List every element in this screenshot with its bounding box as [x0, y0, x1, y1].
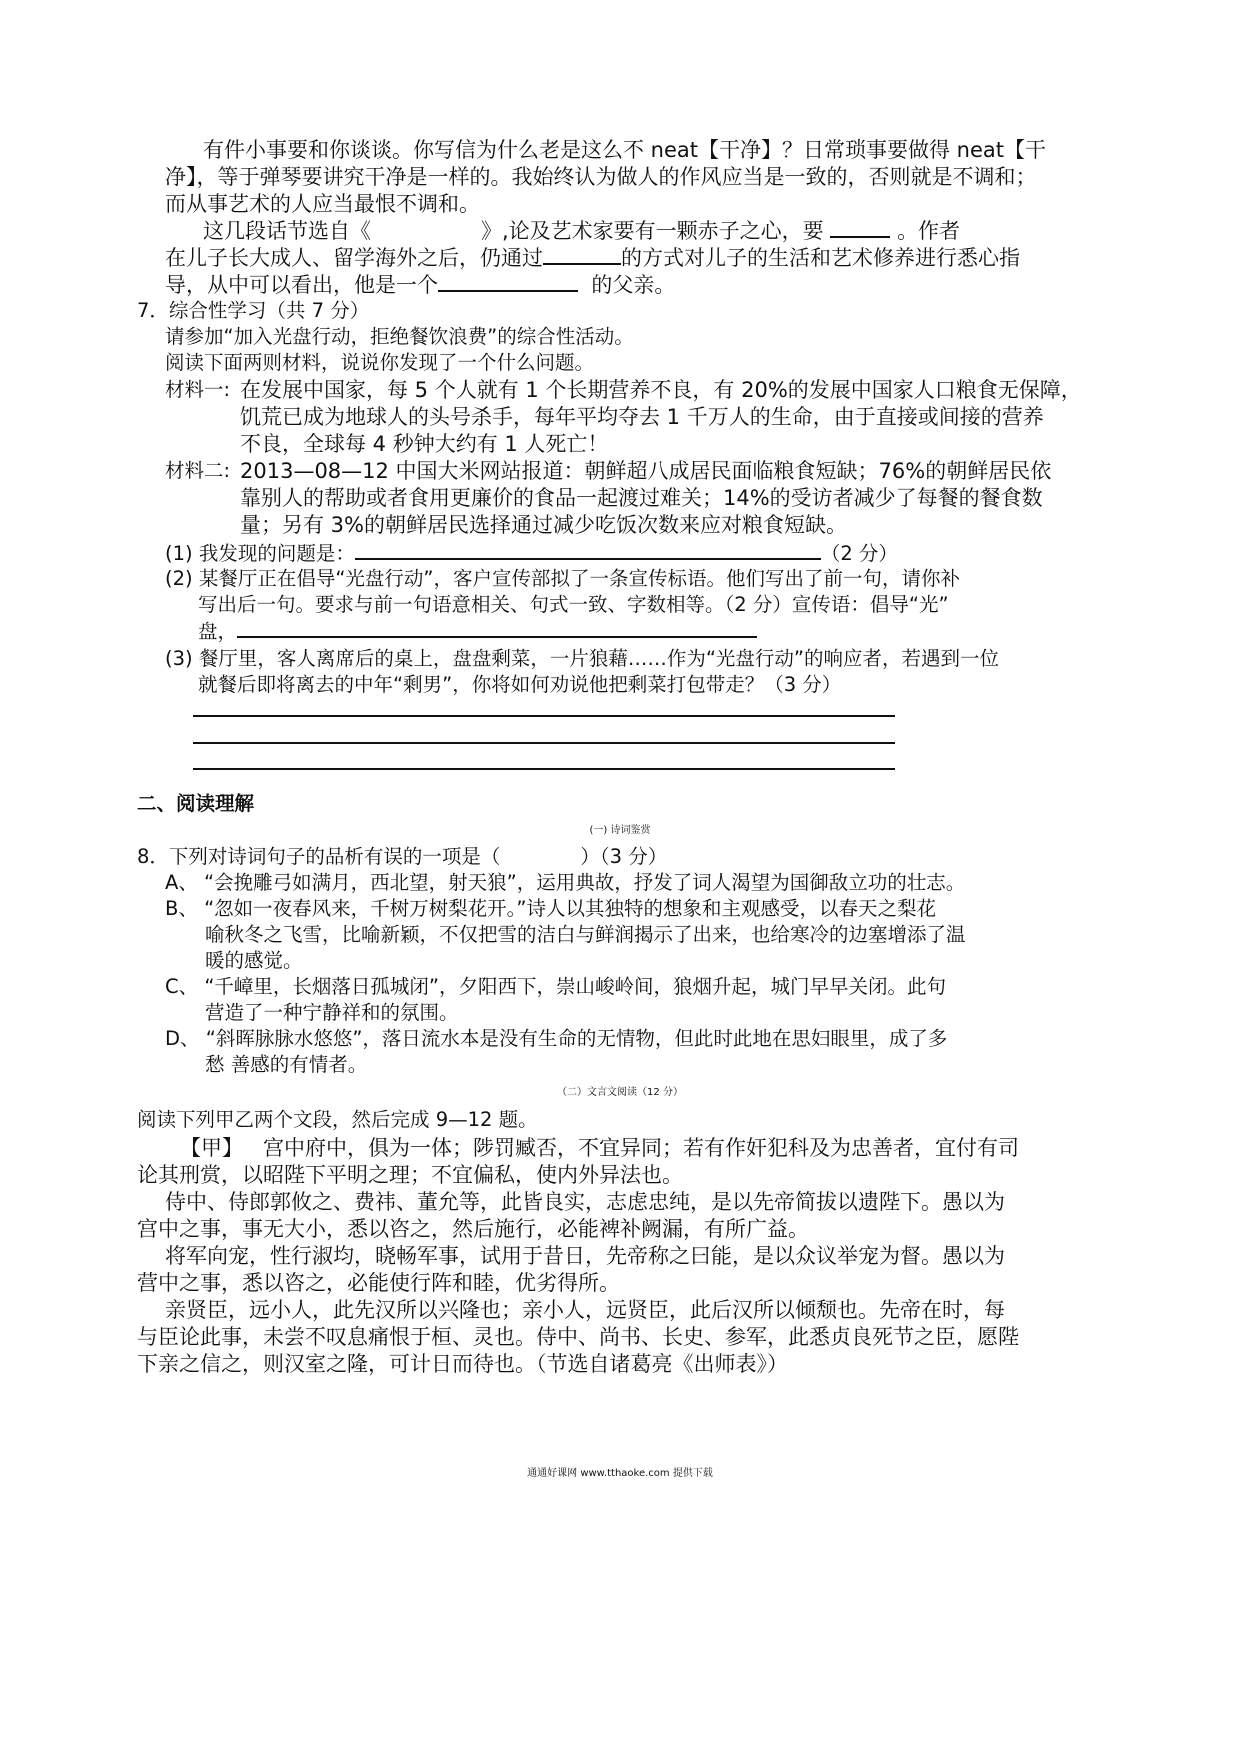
question-7-title: 7．综合性学习（共 7 分）: [137, 299, 370, 322]
question-6-line3: 导，从中可以看出，他是一个 的父亲。: [165, 273, 676, 297]
option-c: 营造了一种宁静祥和的氛围。: [205, 1001, 459, 1024]
text-jia-line: 侍中、侍郎郭攸之、费祎、董允等，此皆良实，志虑忠纯，是以先帝简拔以遗陛下。愚以为: [165, 1190, 1005, 1214]
section-title: 二、阅读理解: [137, 792, 255, 815]
answer-line[interactable]: [193, 715, 895, 717]
answer-line[interactable]: [193, 768, 895, 770]
passage-line: 净】，等于弹琴要讲究干净是一样的。我始终认为做人的作风应当是一致的，否则就是不调和；: [165, 165, 1037, 189]
material-1-line: 不良，全球每 4 秒钟大约有 1 人死亡！: [240, 432, 609, 456]
option-d: D、 “斜晖脉脉水悠悠”，落日流水本是没有生命的无情物，但此时此地在思妇眼里，成了多: [165, 1027, 948, 1050]
material-1-line: 饥荒已成为地球人的头号杀手，每年平均夺去 1 千万人的生命，由于直接或间接的营养: [240, 405, 1044, 429]
answer-blank[interactable]: [237, 618, 757, 638]
reading-instruction: 阅读下列甲乙两个文段，然后完成 9—12 题。: [137, 1108, 538, 1131]
text-jia-line: 下亲之信之，则汉室之隆，可计日而待也。（节选自诸葛亮《出师表》）: [137, 1352, 788, 1376]
answer-line[interactable]: [193, 742, 895, 744]
sub-question-1: (1) 我发现的问题是： （2 分）: [165, 542, 898, 565]
option-d: 愁 善感的有情者。: [205, 1053, 368, 1076]
material-2-label: 材料二:: [165, 459, 231, 482]
option-b: 暖的感觉。: [205, 949, 303, 972]
passage-line: 而从事艺术的人应当最恨不调和。: [165, 192, 480, 216]
text-jia-line: 论其刑赏，以昭陛下平明之理；不宜偏私，使内外异法也。: [137, 1163, 683, 1187]
sub-question-2-line: 写出后一句。要求与前一句语意相关、句式一致、字数相等。（2 分）宣传语：倡导“光”: [198, 593, 949, 616]
answer-blank[interactable]: [830, 218, 890, 238]
text-jia-line: 营中之事，悉以咨之，必能使行阵和睦，优劣得所。: [137, 1271, 620, 1295]
subsection-title: （二）文言文阅读（12 分）: [557, 1087, 683, 1098]
material-2-line: 2013—08—12 中国大米网站报道：朝鲜超八成居民面临粮食短缺；76%的朝鲜居民依: [240, 459, 1052, 483]
option-a: A、 “会挽雕弓如满月，西北望，射天狼”，运用典故，抒发了词人渴望为国御敌立功的壮志。: [165, 871, 966, 894]
sub-question-3-line: 就餐后即将离去的中年“剩男”，你将如何劝说他把剩菜打包带走？（3 分）: [198, 673, 842, 696]
option-b: B、 “忽如一夜春风来，千树万树梨花开。”诗人以其独特的想象和主观感受，以春天之梨花: [165, 897, 937, 920]
material-2-line: 量；另有 3%的朝鲜居民选择通过减少吃饭次数来应对粮食短缺。: [240, 513, 847, 537]
question-7-intro: 阅读下面两则材料，说说你发现了一个什么问题。: [165, 351, 595, 374]
answer-blank[interactable]: [355, 540, 821, 560]
question-6-line2: 在儿子长大成人、留学海外之后，仍通过 的方式对儿子的生活和艺术修养进行悉心指: [165, 246, 1020, 270]
material-2-line: 靠别人的帮助或者食用更廉价的食品一起渡过难关；14%的受访者减少了每餐的餐食数: [240, 486, 1043, 510]
question-6-line1: 这几段话节选自《 》,论及艺术家要有一颗赤子之心，要 。作者: [203, 219, 961, 243]
sub-question-2-line: 盘，: [198, 618, 757, 645]
text-jia-line: 【甲】 宫中府中，俱为一体；陟罚臧否，不宜异同；若有作奸犯科及为忠善者，宜付有司: [180, 1136, 1020, 1160]
text-jia-line: 与臣论此事，未尝不叹息痛恨于桓、灵也。侍中、尚书、长史、参军，此悉贞良死节之臣，愿陛: [137, 1325, 1019, 1349]
material-1-label: 材料一:: [165, 378, 231, 401]
passage-line: 有件小事要和你谈谈。你写信为什么老是这么不 neat【干净】？日常琐事要做得 neat【干: [203, 138, 1047, 162]
question-8-stem: 8．下列对诗词句子的品析有误的一项是（ ）（3 分）: [137, 845, 668, 868]
option-c: C、 “千嶂里，长烟落日孤城闭”，夕阳西下，崇山峻岭间，狼烟升起，城门早早关闭。此句: [165, 975, 947, 998]
sub-question-3-line: (3) 餐厅里，客人离席后的桌上，盘盘剩菜，一片狼藉……作为“光盘行动”的响应者，若遇到一位: [165, 647, 1000, 670]
answer-blank[interactable]: [438, 272, 578, 292]
text-jia-line: 亲贤臣，远小人，此先汉所以兴隆也；亲小人，远贤臣，此后汉所以倾颓也。先帝在时，每: [165, 1298, 1005, 1322]
question-7-intro: 请参加“加入光盘行动，拒绝餐饮浪费”的综合性活动。: [165, 325, 634, 348]
sub-question-2-line: (2) 某餐厅正在倡导“光盘行动”，客户宣传部拟了一条宣传标语。他们写出了前一句，请你补: [165, 567, 961, 590]
subsection-title: (一) 诗词鉴赏: [589, 825, 651, 836]
material-1-line: 在发展中国家，每 5 个人就有 1 个长期营养不良，有 20%的发展中国家人口粮食无保障，: [240, 378, 1082, 402]
page-footer: 通通好课网 www.tthaoke.com 提供下载: [527, 1468, 713, 1479]
text-jia-line: 将军向宠，性行淑均，晓畅军事，试用于昔日，先帝称之曰能，是以众议举宠为督。愚以为: [165, 1244, 1005, 1268]
answer-blank[interactable]: [543, 245, 621, 265]
text-jia-line: 宫中之事，事无大小，悉以咨之，然后施行，必能裨补阙漏，有所广益。: [137, 1217, 809, 1241]
option-b: 喻秋冬之飞雪，比喻新颖，不仅把雪的洁白与鲜润揭示了出来，也给寒冷的边塞增添了温: [205, 923, 966, 946]
